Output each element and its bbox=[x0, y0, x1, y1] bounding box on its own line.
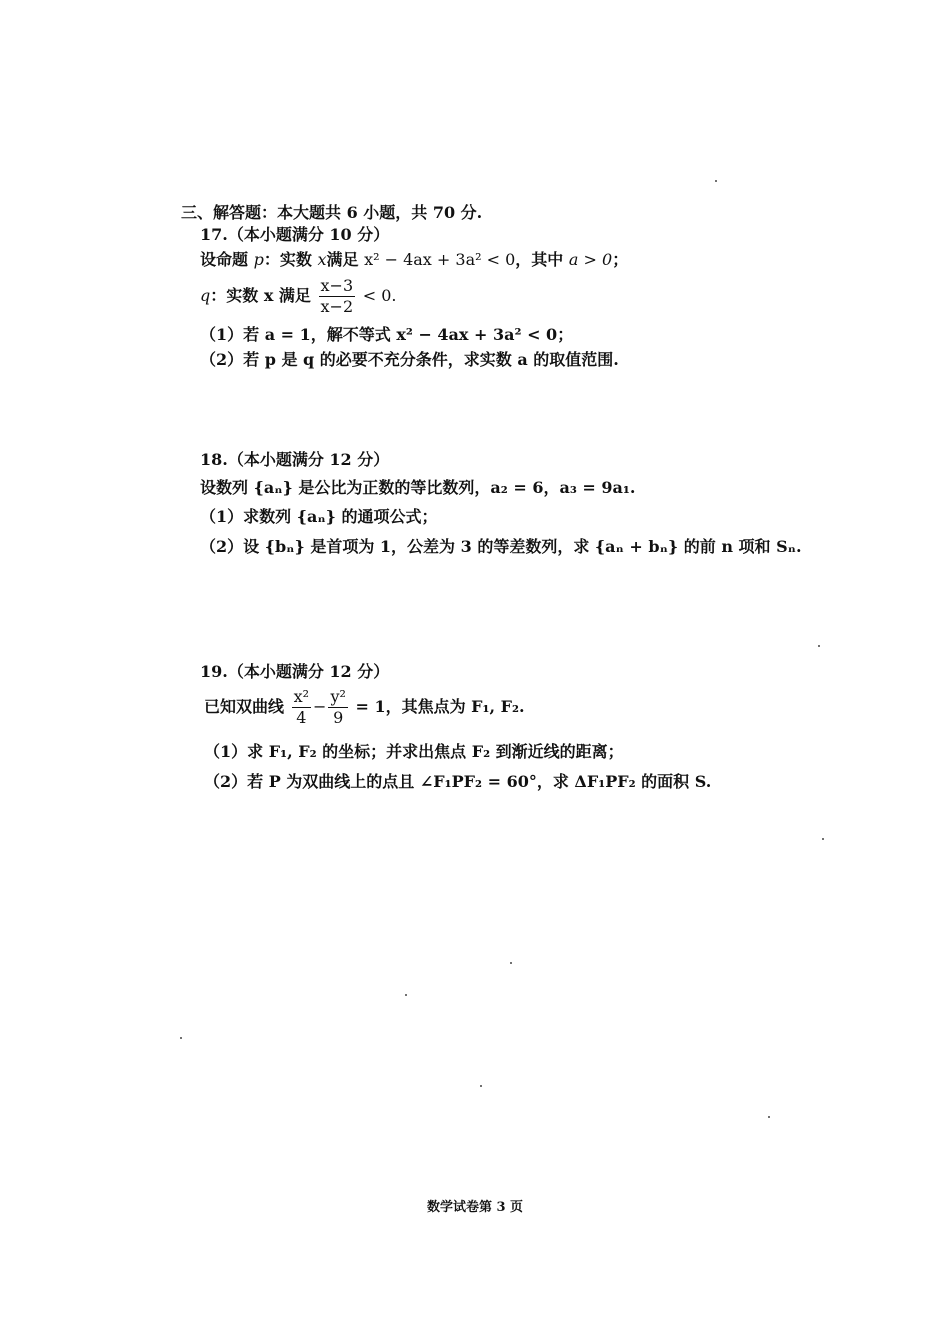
q17-header: 17.（本小题满分 10 分） bbox=[200, 225, 390, 244]
q17-a-condition: a > 0 bbox=[568, 250, 613, 269]
q17-p-suffix: ，其中 bbox=[515, 250, 564, 269]
q19-intro bbox=[204, 687, 525, 728]
q17-frac-tail: < 0. bbox=[362, 286, 397, 305]
q19-intro-prefix: 已知双曲线 bbox=[204, 697, 285, 716]
q17-frac-numerator: x−3 bbox=[320, 276, 354, 295]
q19-minus: − bbox=[313, 697, 327, 716]
q18-intro: 设数列 {aₙ} 是公比为正数的等比数列，a₂ = 6，a₃ = 9a₁. bbox=[200, 478, 636, 497]
q17-q-cond: ：实数 x 满足 bbox=[210, 286, 311, 305]
q19-fraction-y bbox=[328, 687, 347, 728]
q19-frac-y-denominator: 9 bbox=[333, 708, 344, 727]
q17-frac-denominator: x−2 bbox=[320, 297, 354, 316]
q17-part1: （1）若 a = 1，解不等式 x² − 4ax + 3a² < 0； bbox=[200, 325, 574, 344]
page-footer: 数学试卷第 3 页 bbox=[426, 1200, 524, 1215]
q17-p-cond: 满足 bbox=[326, 250, 359, 269]
q18-part1: （1）求数列 {aₙ} 的通项公式； bbox=[200, 507, 438, 526]
scan-speck bbox=[822, 838, 824, 840]
q19-intro-suffix: = 1，其焦点为 F₁, F₂. bbox=[355, 697, 525, 716]
q19-frac-y-numerator: y² bbox=[330, 687, 346, 706]
scan-speck bbox=[818, 645, 820, 647]
q19-header: 19.（本小题满分 12 分） bbox=[200, 662, 390, 681]
scan-speck bbox=[510, 962, 512, 964]
scan-speck bbox=[715, 180, 717, 182]
q17-proposition-q: q：实数 x 满足 $\frac{x-3}{x-2}$ < 0. bbox=[200, 276, 397, 316]
q17-p-inequality: x² − 4ax + 3a² < 0 bbox=[364, 250, 516, 269]
q19-fraction-x bbox=[292, 687, 311, 728]
q17-proposition-p: 设命题 p：实数 x满足 x² − 4ax + 3a² < 0，其中 a > 0； bbox=[200, 250, 629, 269]
q17-fraction bbox=[319, 276, 356, 317]
q17-p-prefix: 设命题 bbox=[200, 250, 249, 269]
q17-p-mid: ：实数 bbox=[263, 250, 312, 269]
scan-speck bbox=[405, 994, 407, 996]
q17-part2: （2）若 p 是 q 的必要不充分条件，求实数 a 的取值范围. bbox=[200, 350, 619, 369]
q18-part2: （2）设 {bₙ} 是首项为 1，公差为 3 的等差数列，求 {aₙ + bₙ} 的前 n 项和 Sₙ. bbox=[200, 537, 802, 556]
section-heading: 三、解答题：本大题共 6 小题，共 70 分. bbox=[181, 203, 483, 222]
q18-header: 18.（本小题满分 12 分） bbox=[200, 450, 390, 469]
q19-frac-x-numerator: x² bbox=[293, 687, 310, 706]
q19-part1: （1）求 F₁, F₂ 的坐标；并求出焦点 F₂ 到渐近线的距离； bbox=[204, 742, 624, 761]
q19-frac-x-denominator: 4 bbox=[296, 708, 307, 727]
scan-speck bbox=[480, 1085, 482, 1087]
scan-speck bbox=[180, 1037, 182, 1039]
q19-part2: （2）若 P 为双曲线上的点且 ∠F₁PF₂ = 60°，求 ΔF₁PF₂ 的面积 S. bbox=[204, 772, 712, 791]
scan-speck bbox=[768, 1116, 770, 1118]
